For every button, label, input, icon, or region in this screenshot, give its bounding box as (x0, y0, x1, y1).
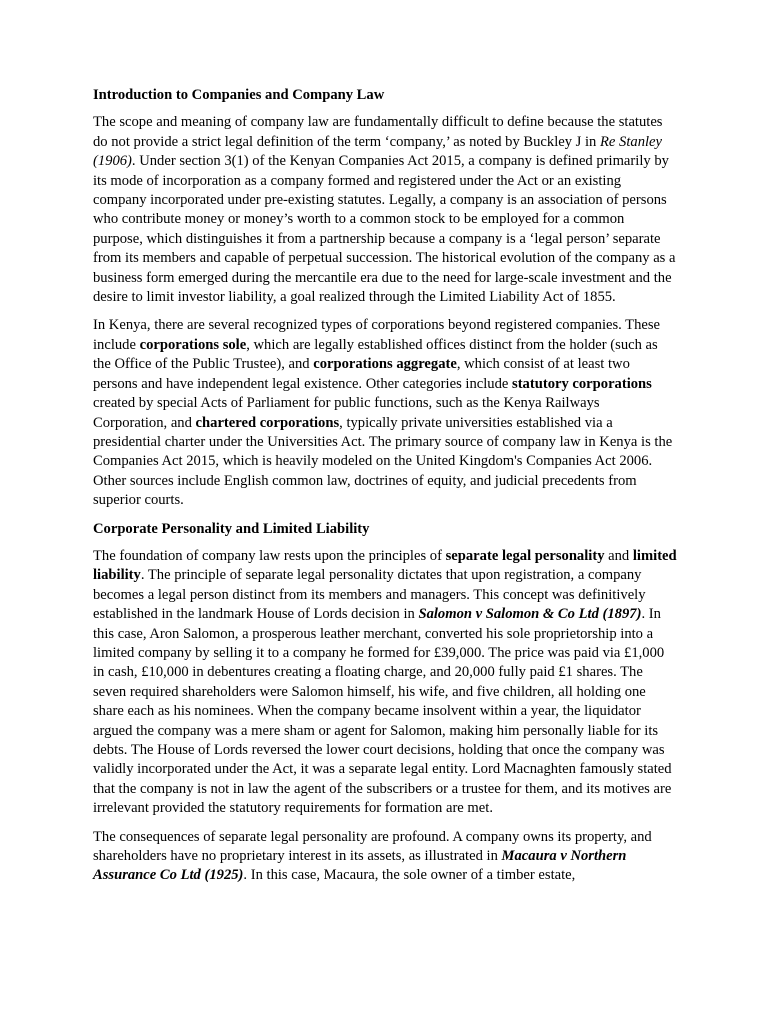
section-heading: Corporate Personality and Limited Liability (93, 520, 370, 537)
term-corporations-sole: corporations sole (139, 336, 247, 353)
case-citation-re-stanley: Re Stanley (1906) (93, 133, 663, 170)
term-statutory-corporations: statutory corporations (512, 375, 652, 392)
case-citation-salomon: Salomon v Salomon & Co Ltd (1897) (418, 606, 642, 623)
text-run: , which consist of at least two persons and have independent legal existence. Other categories include (93, 356, 630, 392)
text-run: created by special Acts of Parliament for public functions, such as the Kenya Railways Corporation, and (93, 395, 600, 431)
paragraph (93, 547, 677, 819)
paragraph (93, 113, 677, 307)
paragraph (93, 828, 677, 886)
paragraph (93, 316, 677, 510)
term-corporations-aggregate: corporations aggregate (313, 356, 457, 373)
text-run: The foundation of company law rests upon the principles of (93, 547, 446, 564)
term-separate-legal-personality: separate legal personality (445, 547, 605, 564)
term-chartered-corporations: chartered corporations (195, 414, 340, 431)
text-run: . The principle of separate legal personality dictates that upon registration, a company becomes a legal person distinct from its members and managers. This concept was definitively established in the landmark House of Lords decision in (93, 567, 646, 623)
section-corporate-personality (93, 520, 677, 886)
text-run: , which are legally established offices distinct from the holder (such as the Office of the Public Trustee), and (93, 336, 658, 373)
text-run: . In this case, Macaura, the sole owner of a timber estate, (243, 867, 576, 884)
text-run: and (604, 547, 633, 564)
section-heading: Introduction to Companies and Company Law (93, 87, 385, 103)
text-run: , typically private universities established via a presidential charter under the Universities Act. The primary source of company law in Kenya is the Companies Act 2015, which is heavily modeled on the United Kingdom's Companies Act 2006. Other sources include English common law, doctrines of equity, and judicial precedents from superior courts. (93, 414, 673, 509)
text-run: . Under section 3(1) of the Kenyan Companies Act 2015, a company is defined primarily by its mode of incorporation as a company formed and registered under the Act or an existing company incorporated under pre-existing statutes. Legally, a company is an association of persons who contribute money or money’s worth to a common stock to be employed for a common purpose, which distinguishes it from a partnership because a company is a ‘legal person’ separate from its members and capable of perpetual succession. The historical evolution of the company as a business form emerged during the mercantile era due to the need for large-scale investment and the desire to limit investor liability, a goal realized through the Limited Liability Act of 1855. (93, 153, 676, 306)
text-run: In Kenya, there are several recognized types of corporations beyond registered companies. These include (93, 317, 661, 353)
text-run: The consequences of separate legal personality are profound. A company owns its property, and shareholders have no proprietary interest in its assets, as illustrated in (93, 828, 652, 865)
text-run: . In this case, Aron Salomon, a prosperous leather merchant, converted his sole proprietorship into a limited company by selling it to a company he formed for £39,000. The price was paid via £1,000 in cash, £10,000 in debentures creating a floating charge, and 20,000 fully paid £1 shares. The seven required shareholders were Salomon himself, his wife, and five children, all holding one share each as his nominees. When the company became insolvent within a year, the liquidator argued the company was a mere sham or agent for Salomon, making him personally liable for its debts. The House of Lords reversed the lower court decisions, holding that once the company was validly incorporated under the Act, it was a separate legal entity. Lord Macnaghten famously stated that the company is not in law the agent of the subscribers or a trustee for them, and its motives are irrelevant provided the statutory requirements for formation are met. (93, 606, 672, 817)
text-run: The scope and meaning of company law are fundamentally difficult to define because the statutes do not provide a strict legal definition of the term ‘company,’ as noted by Buckley J in (93, 114, 663, 150)
section-introduction (93, 86, 677, 511)
document-page (93, 86, 677, 895)
term-limited-liability: limited liability (93, 547, 677, 584)
case-citation-macaura: Macaura v Northern Assurance Co Ltd (1925) (93, 848, 627, 884)
